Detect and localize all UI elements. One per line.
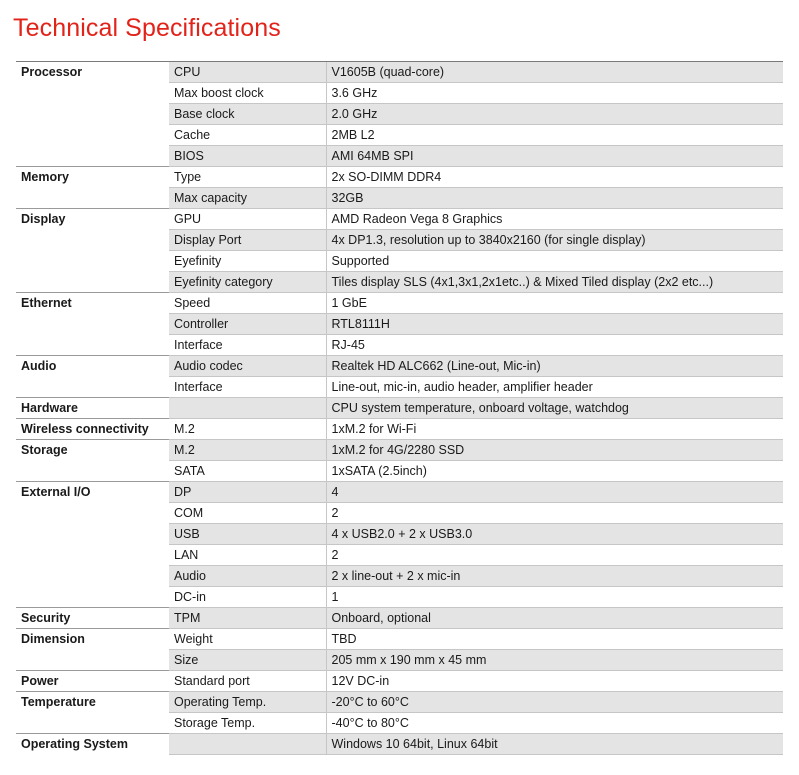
spec-value: 2x SO-DIMM DDR4 (326, 167, 783, 188)
spec-table (16, 61, 783, 755)
spec-item-label: M.2 (169, 440, 326, 461)
spec-value: -20°C to 60°C (326, 692, 783, 713)
spec-row (16, 461, 783, 482)
spec-group-label: Memory (16, 167, 169, 188)
spec-item-label: COM (169, 503, 326, 524)
spec-group-label: Power (16, 671, 169, 692)
spec-item-label: DC-in (169, 587, 326, 608)
spec-row (16, 104, 783, 125)
spec-item-label: Base clock (169, 104, 326, 125)
spec-row (16, 83, 783, 104)
spec-row (16, 272, 783, 293)
spec-value: RJ-45 (326, 335, 783, 356)
spec-value: 1xSATA (2.5inch) (326, 461, 783, 482)
spec-group-label (16, 125, 169, 146)
spec-value: TBD (326, 629, 783, 650)
spec-group-label: Temperature (16, 692, 169, 713)
spec-group-label: External I/O (16, 482, 169, 503)
spec-group-label (16, 104, 169, 125)
spec-group-label: Wireless connectivity (16, 419, 169, 440)
spec-group-label (16, 503, 169, 524)
spec-group-label (16, 230, 169, 251)
spec-row (16, 713, 783, 734)
spec-item-label: Eyefinity (169, 251, 326, 272)
spec-group-label (16, 83, 169, 104)
spec-value: 1 (326, 587, 783, 608)
spec-row (16, 356, 783, 377)
spec-value: 1xM.2 for 4G/2280 SSD (326, 440, 783, 461)
spec-item-label: Eyefinity category (169, 272, 326, 293)
spec-row (16, 62, 783, 83)
page-title: Technical Specifications (13, 14, 281, 42)
spec-value: 2 (326, 503, 783, 524)
spec-item-label: Audio (169, 566, 326, 587)
spec-value: 32GB (326, 188, 783, 209)
spec-group-label: Display (16, 209, 169, 230)
spec-value: AMD Radeon Vega 8 Graphics (326, 209, 783, 230)
spec-group-label (16, 188, 169, 209)
spec-value: Tiles display SLS (4x1,3x1,2x1etc..) & Mixed Tiled display (2x2 etc...) (326, 272, 783, 293)
spec-row (16, 167, 783, 188)
spec-row (16, 545, 783, 566)
spec-row (16, 335, 783, 356)
spec-value: 4 x USB2.0 + 2 x USB3.0 (326, 524, 783, 545)
spec-group-label (16, 461, 169, 482)
spec-value: RTL8111H (326, 314, 783, 335)
spec-value: Windows 10 64bit, Linux 64bit (326, 734, 783, 755)
spec-group-label: Hardware (16, 398, 169, 419)
spec-value: 3.6 GHz (326, 83, 783, 104)
spec-row (16, 566, 783, 587)
spec-item-label: Speed (169, 293, 326, 314)
spec-row (16, 293, 783, 314)
spec-value: CPU system temperature, onboard voltage, watchdog (326, 398, 783, 419)
spec-value: 12V DC-in (326, 671, 783, 692)
spec-item-label (169, 734, 326, 755)
spec-value: 2.0 GHz (326, 104, 783, 125)
spec-row (16, 314, 783, 335)
spec-group-label: Security (16, 608, 169, 629)
spec-group-label: Processor (16, 62, 169, 83)
spec-item-label: Max boost clock (169, 83, 326, 104)
spec-value: 205 mm x 190 mm x 45 mm (326, 650, 783, 671)
spec-value: Line-out, mic-in, audio header, amplifier header (326, 377, 783, 398)
spec-group-label: Storage (16, 440, 169, 461)
spec-row (16, 650, 783, 671)
spec-row (16, 692, 783, 713)
spec-group-label (16, 713, 169, 734)
spec-value: 4 (326, 482, 783, 503)
spec-row (16, 398, 783, 419)
spec-item-label: Max capacity (169, 188, 326, 209)
spec-row (16, 146, 783, 167)
spec-group-label (16, 545, 169, 566)
spec-value: 1 GbE (326, 293, 783, 314)
spec-row (16, 482, 783, 503)
spec-value: 1xM.2 for Wi-Fi (326, 419, 783, 440)
spec-value: 2MB L2 (326, 125, 783, 146)
spec-value: Onboard, optional (326, 608, 783, 629)
spec-item-label: M.2 (169, 419, 326, 440)
spec-item-label: BIOS (169, 146, 326, 167)
spec-row (16, 251, 783, 272)
spec-item-label: Storage Temp. (169, 713, 326, 734)
spec-item-label: Size (169, 650, 326, 671)
spec-group-label (16, 587, 169, 608)
spec-row (16, 209, 783, 230)
spec-item-label: Audio codec (169, 356, 326, 377)
spec-item-label: Interface (169, 377, 326, 398)
spec-row (16, 503, 783, 524)
spec-row (16, 230, 783, 251)
spec-row (16, 125, 783, 146)
spec-row (16, 608, 783, 629)
spec-group-label: Ethernet (16, 293, 169, 314)
spec-group-label (16, 335, 169, 356)
spec-row (16, 629, 783, 650)
spec-row (16, 587, 783, 608)
spec-value: Supported (326, 251, 783, 272)
spec-item-label: Controller (169, 314, 326, 335)
spec-row (16, 524, 783, 545)
spec-item-label: CPU (169, 62, 326, 83)
spec-row (16, 671, 783, 692)
spec-group-label: Dimension (16, 629, 169, 650)
spec-value: 2 (326, 545, 783, 566)
spec-value: AMI 64MB SPI (326, 146, 783, 167)
spec-item-label: Cache (169, 125, 326, 146)
spec-row (16, 419, 783, 440)
spec-value: 4x DP1.3, resolution up to 3840x2160 (for single display) (326, 230, 783, 251)
spec-group-label (16, 272, 169, 293)
spec-group-label (16, 146, 169, 167)
spec-item-label: Standard port (169, 671, 326, 692)
spec-group-label: Audio (16, 356, 169, 377)
spec-item-label: LAN (169, 545, 326, 566)
spec-item-label (169, 398, 326, 419)
spec-value: 2 x line-out + 2 x mic-in (326, 566, 783, 587)
spec-item-label: Interface (169, 335, 326, 356)
spec-value: V1605B (quad-core) (326, 62, 783, 83)
spec-item-label: Weight (169, 629, 326, 650)
spec-item-label: USB (169, 524, 326, 545)
spec-group-label: Operating System (16, 734, 169, 755)
spec-item-label: GPU (169, 209, 326, 230)
spec-group-label (16, 524, 169, 545)
spec-group-label (16, 377, 169, 398)
spec-row (16, 188, 783, 209)
spec-value: -40°C to 80°C (326, 713, 783, 734)
spec-row (16, 734, 783, 755)
spec-item-label: DP (169, 482, 326, 503)
spec-table-body (16, 62, 783, 755)
spec-item-label: TPM (169, 608, 326, 629)
spec-group-label (16, 650, 169, 671)
spec-group-label (16, 314, 169, 335)
spec-item-label: Type (169, 167, 326, 188)
spec-item-label: Display Port (169, 230, 326, 251)
spec-item-label: SATA (169, 461, 326, 482)
spec-item-label: Operating Temp. (169, 692, 326, 713)
spec-group-label (16, 566, 169, 587)
spec-group-label (16, 251, 169, 272)
spec-value: Realtek HD ALC662 (Line-out, Mic-in) (326, 356, 783, 377)
spec-row (16, 440, 783, 461)
spec-row (16, 377, 783, 398)
